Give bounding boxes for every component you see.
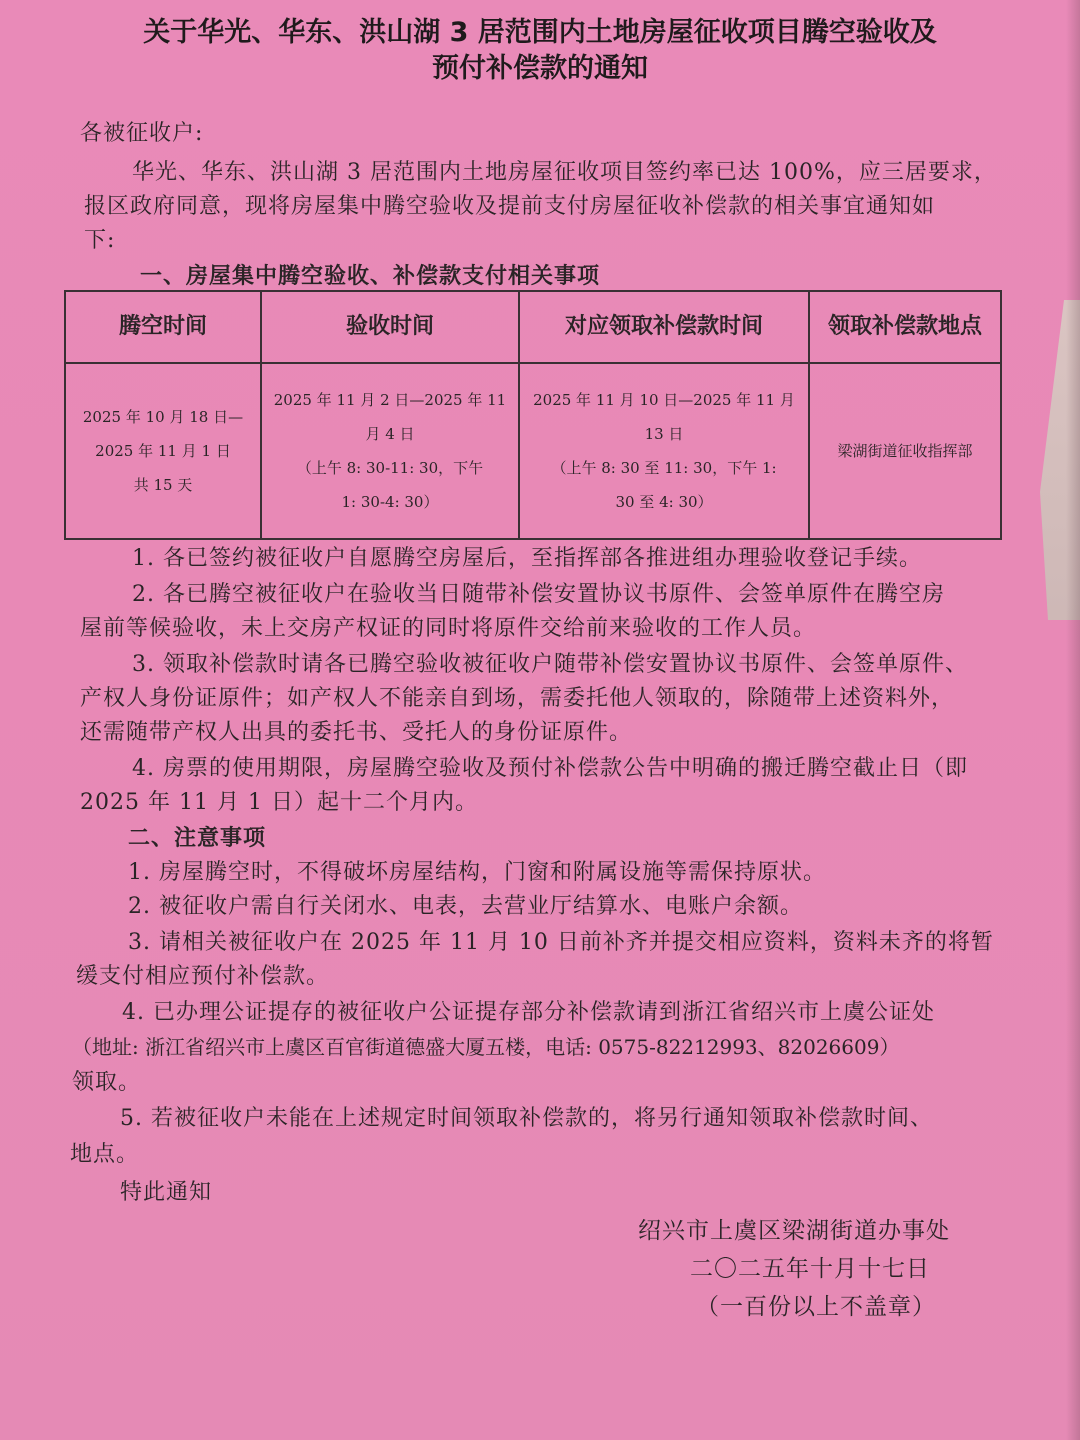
intro-line-1: 华光、华东、洪山湖 3 居范围内土地房屋征收项目签约率已达 100%，应三居要求， (132, 160, 997, 185)
item-1-3-line-3: 还需随带产权人出具的委托书、受托人的身份证原件。 (80, 720, 633, 745)
cell-line: （上午 8: 30 至 11: 30，下午 1: (551, 459, 777, 477)
cell-line: 2025 年 11 月 10 日—2025 年 11 月 (533, 391, 795, 409)
cell-line: 13 日 (644, 425, 684, 443)
table-row (65, 363, 1001, 539)
notice-title-line-1: 关于华光、华东、洪山湖 3 居范围内土地房屋征收项目腾空验收及 (143, 17, 937, 48)
item-1-3-line-1: 3. 领取补偿款时请各已腾空验收被征收户随带补偿安置协议书原件、会签单原件、 (132, 652, 968, 677)
item-2-1: 1. 房屋腾空时，不得破坏房屋结构，门窗和附属设施等需保持原状。 (128, 860, 826, 885)
item-1-4-line-2: 2025 年 11 月 1 日）起十二个月内。 (80, 790, 478, 815)
issuer-organization: 绍兴市上虞区梁湖街道办事处 (638, 1218, 950, 1244)
cell-line: 共 15 天 (133, 476, 193, 494)
notice-title-line-2: 预付补偿款的通知 (432, 53, 648, 84)
seal-note: （一百份以上不盖章） (696, 1294, 936, 1320)
item-2-5-line-2: 地点。 (70, 1142, 140, 1167)
cell-payment-place: 梁湖街道征收指挥部 (809, 363, 1001, 539)
item-1-3-line-2: 产权人身份证原件；如产权人不能亲自到场，需委托他人领取的，除随带上述资料外， (80, 686, 955, 711)
item-1-2-line-1: 2. 各已腾空被征收户在验收当日随带补偿安置协议书原件、会签单原件在腾空房 (132, 582, 945, 607)
item-1-1: 1. 各已签约被征收户自愿腾空房屋后，至指挥部各推进组办理验收登记手续。 (132, 546, 922, 571)
intro-line-2: 报区政府同意，现将房屋集中腾空验收及提前支付房屋征收补偿款的相关事宜通知如 (84, 194, 936, 219)
item-1-2-line-2: 屋前等候验收，未上交房产权证的同时将原件交给前来验收的工作人员。 (80, 616, 817, 641)
item-2-4-line-3: 领取。 (72, 1070, 142, 1095)
item-2-3-line-2: 缓支付相应预付补偿款。 (76, 964, 330, 989)
header-payment-time: 对应领取补偿款时间 (519, 291, 809, 363)
item-1-4-line-1: 4. 房票的使用期限，房屋腾空验收及预付补偿款公告中明确的搬迁腾空截止日（即 (132, 756, 968, 781)
cell-line: 2025 年 11 月 1 日 (95, 442, 231, 460)
item-2-3-line-1: 3. 请相关被征收户在 2025 年 11 月 10 日前补齐并提交相应资料，资料未齐的将暂 (128, 930, 994, 955)
cell-line: 1: 30-4: 30） (341, 493, 439, 511)
item-2-2: 2. 被征收户需自行关闭水、电表，去营业厅结算水、电账户余额。 (128, 894, 803, 919)
cell-vacate-time (65, 363, 261, 539)
header-vacate-time: 腾空时间 (65, 291, 261, 363)
item-2-4-line-1: 4. 已办理公证提存的被征收户公证提存部分补偿款请到浙江省绍兴市上虞公证处 (122, 1000, 935, 1025)
cell-line: 2025 年 11 月 2 日—2025 年 11 (273, 391, 507, 409)
cell-line: （上午 8: 30-11: 30，下午 (296, 459, 484, 477)
cell-inspection-time (261, 363, 519, 539)
table-header-row (65, 291, 1001, 363)
cell-line: 月 4 日 (365, 425, 415, 443)
issue-date: 二〇二五年十月十七日 (690, 1256, 930, 1282)
section-1-heading: 一、房屋集中腾空验收、补偿款支付相关事项 (140, 264, 601, 289)
cell-line: 2025 年 10 月 18 日— (82, 408, 244, 426)
header-payment-place: 领取补偿款地点 (809, 291, 1001, 363)
item-2-4-line-2: （地址: 浙江省绍兴市上虞区百官街道德盛大厦五楼，电话: 0575-82212993、82026609） (72, 1035, 900, 1059)
salutation: 各被征收户: (80, 121, 204, 146)
paper-edge-shadow (1066, 0, 1080, 1440)
section-2-heading: 二、注意事项 (128, 826, 267, 851)
schedule-table (64, 290, 1002, 540)
cell-line: 30 至 4: 30） (615, 493, 713, 511)
closing-remark: 特此通知 (120, 1180, 213, 1205)
intro-line-3: 下: (84, 228, 116, 253)
cell-payment-time (519, 363, 809, 539)
item-2-5-line-1: 5. 若被征收户未能在上述规定时间领取补偿款的，将另行通知领取补偿款时间、 (120, 1106, 933, 1131)
header-inspection-time: 验收时间 (261, 291, 519, 363)
